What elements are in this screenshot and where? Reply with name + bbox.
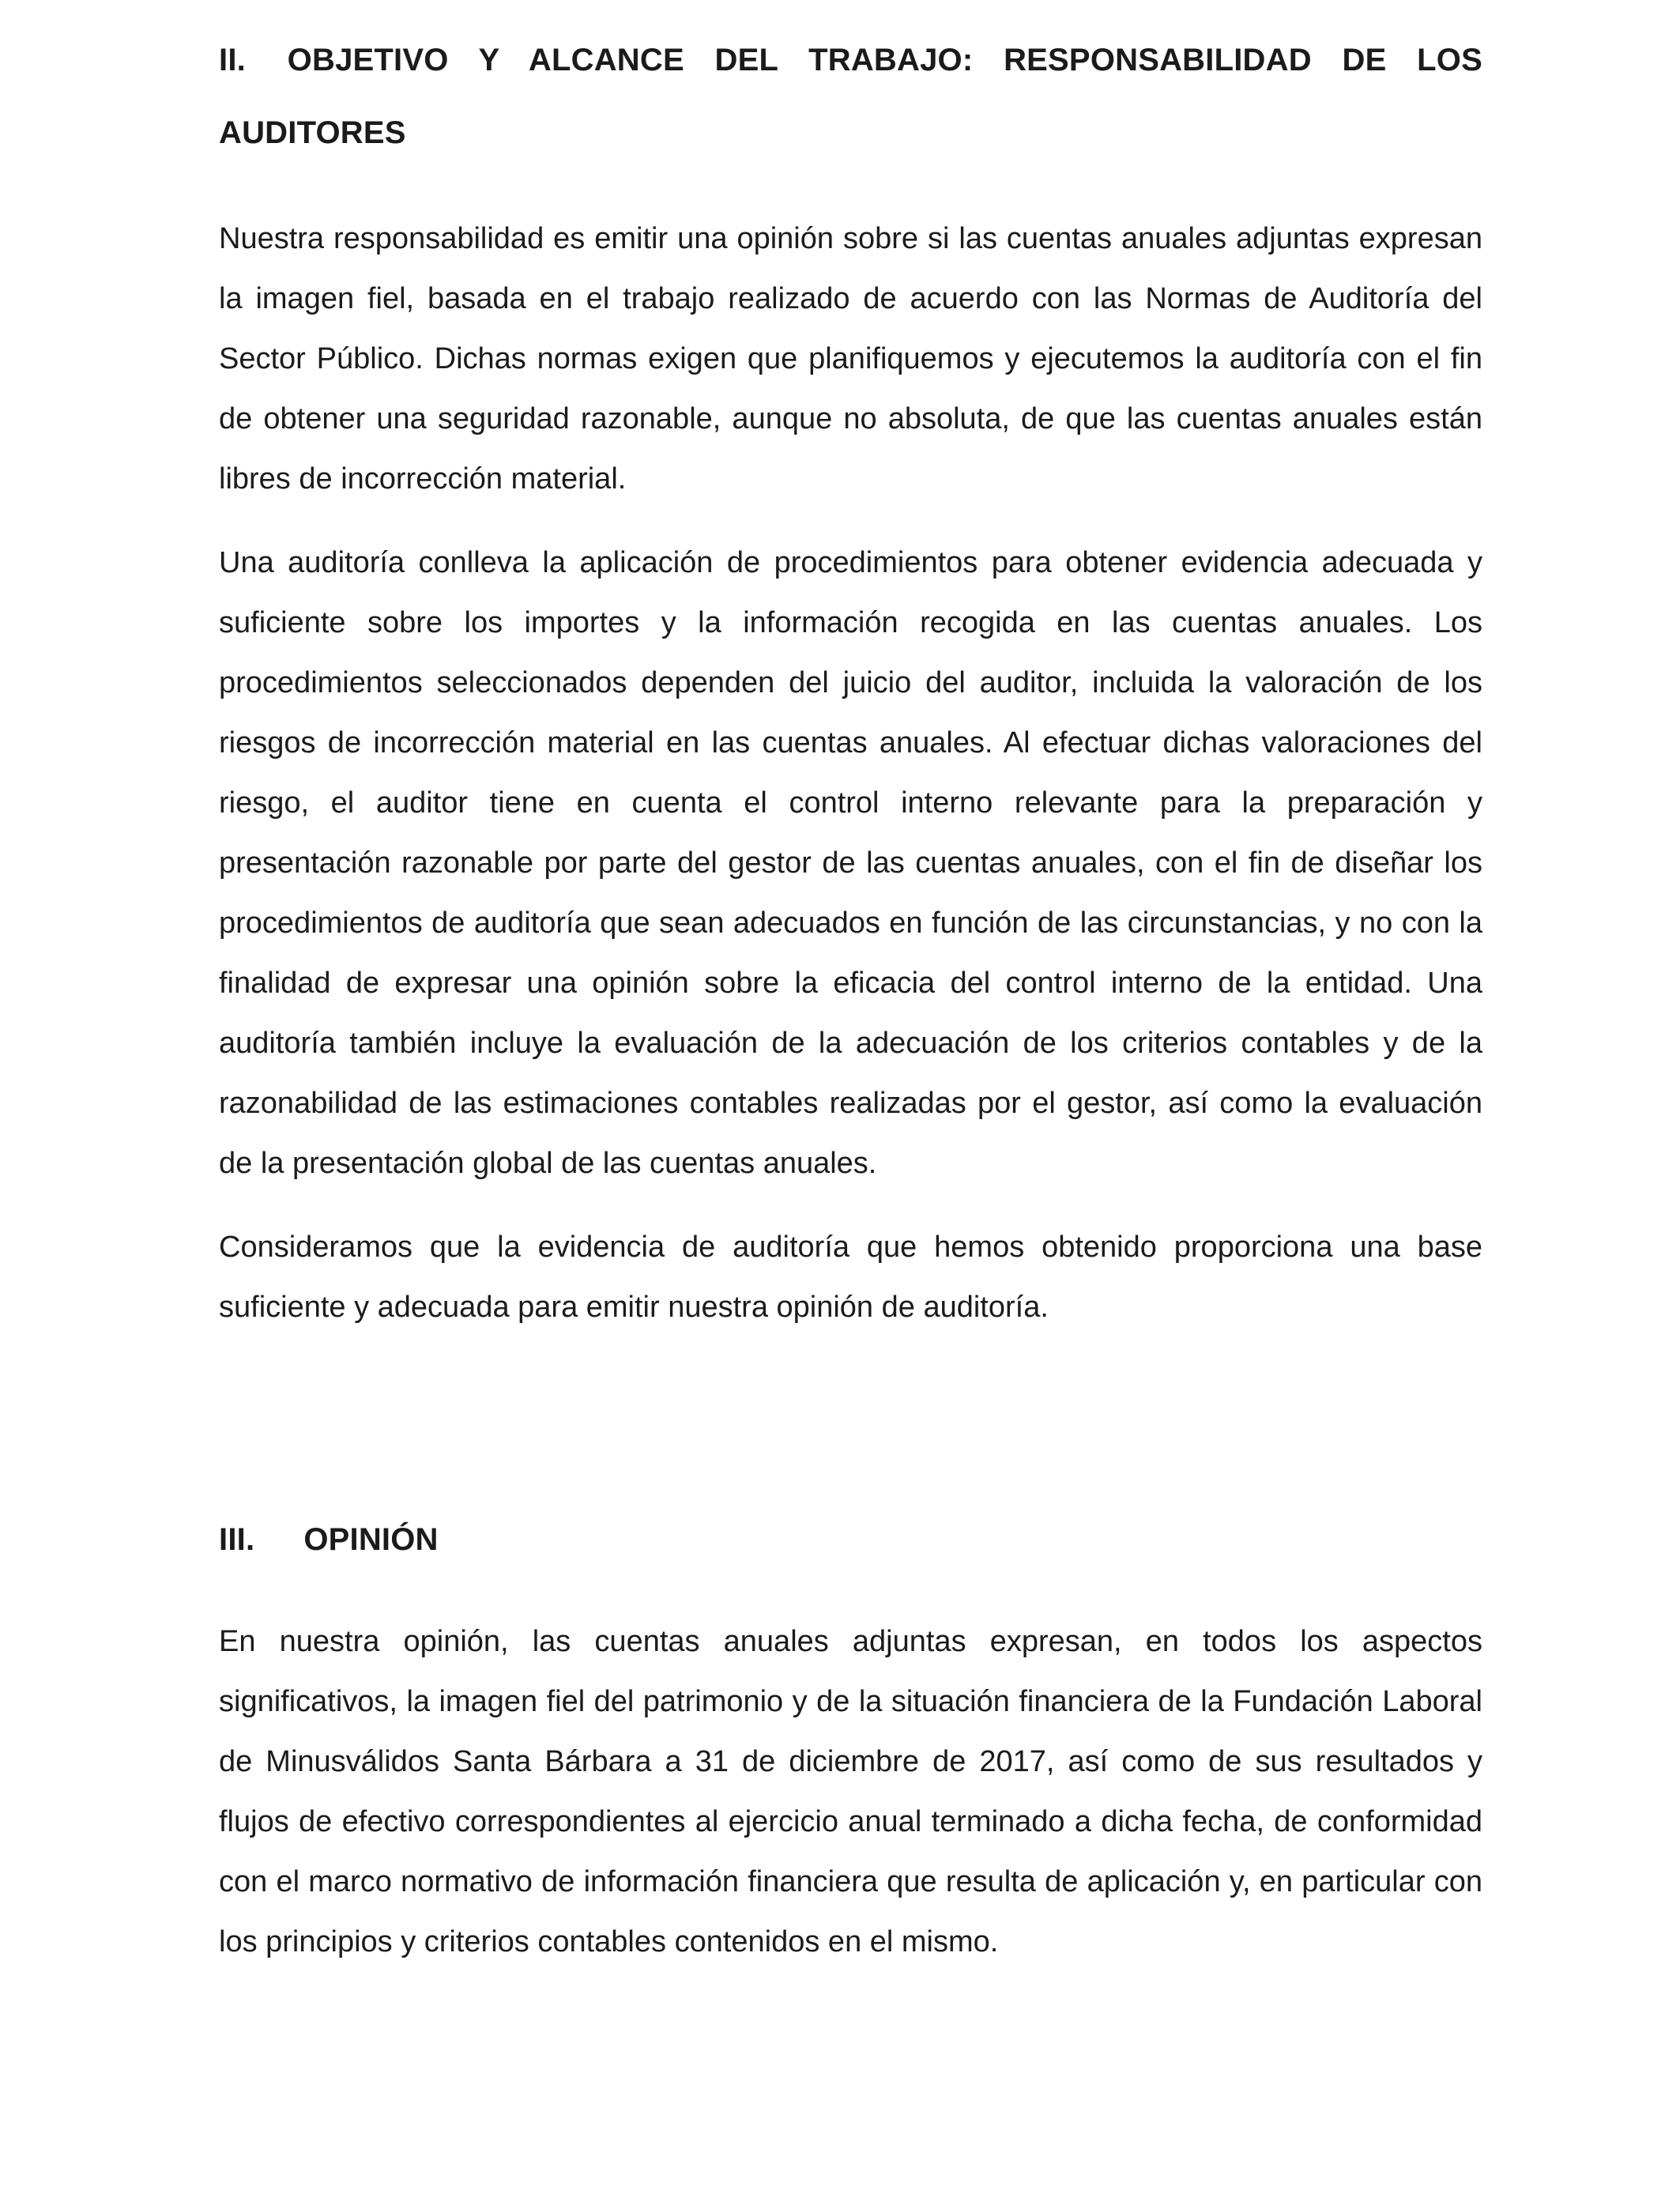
paragraph-evidencia: Consideramos que la evidencia de auditoría que hemos obtenido proporciona una base suficiente y adecuada para emitir nuestra opinión de auditoría. — [219, 1231, 1482, 1324]
section-title-text: OPINIÓN — [303, 1522, 439, 1557]
section-heading-opinion — [219, 1503, 1482, 1576]
section-heading-objetivo — [219, 24, 1482, 169]
section-number: II. — [219, 43, 246, 77]
paragraph-responsabilidad: Nuestra responsabilidad es emitir una opinión sobre si las cuentas anuales adjuntas expresan la imagen fiel, basada en el trabajo realizado de acuerdo con las Normas de Auditoría del Sector Público. Dichas normas exigen que planifiquemos y ejecutemos la auditoría con el fin de obtener una seguridad razonable, aunque no absoluta, de que las cuentas anuales están libres de incorrección material. — [219, 222, 1482, 496]
section-title-text: OBJETIVO Y ALCANCE DEL TRABAJO: RESPONSABILIDAD DE LOS AUDITORES — [219, 43, 1482, 150]
paragraph-procedimientos: Una auditoría conlleva la aplicación de procedimientos para obtener evidencia adecuada y suficiente sobre los importes y la información recogida en las cuentas anuales. Los procedimientos seleccionados dependen del juicio del auditor, incluida la valoración de los riesgos de incorrección material en las cuentas anuales. Al efectuar dichas valoraciones del riesgo, el auditor tiene en cuenta el control interno relevante para la preparación y presentación razonable por parte del gestor de las cuentas anuales, con el fin de diseñar los procedimientos de auditoría que sean adecuados en función de las circunstancias, y no con la finalidad de expresar una opinión sobre la eficacia del control interno de la entidad. Una auditoría también incluye la evaluación de la adecuación de los criterios contables y de la razonabilidad de las estimaciones contables realizadas por el gestor, así como la evaluación de la presentación global de las cuentas anuales. — [219, 546, 1482, 1180]
paragraph-opinion: En nuestra opinión, las cuentas anuales adjuntas expresan, en todos los aspectos significativos, la imagen fiel del patrimonio y de la situación financiera de la Fundación Laboral de Minusválidos Santa Bárbara a 31 de diciembre de 2017, así como de sus resultados y flujos de efectivo correspondientes al ejercicio anual terminado a dicha fecha, de conformidad con el marco normativo de información financiera que resulta de aplicación y, en particular con los principios y criterios contables contenidos en el mismo. — [219, 1625, 1482, 1958]
section-number: III. — [219, 1522, 255, 1557]
